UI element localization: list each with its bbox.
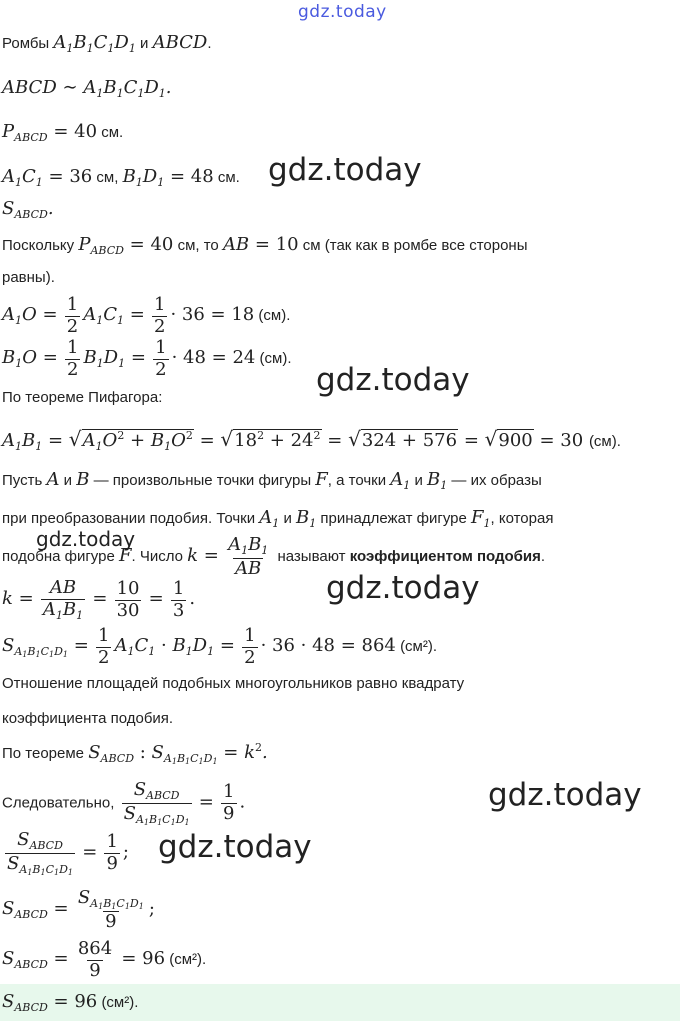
line-ratio-theorem-2: коэффициента подобия.	[2, 710, 174, 727]
watermark-1: gdz.today	[268, 152, 422, 188]
math-similar: ABCD ∼ $A_1B_1C_1D_1$.	[2, 77, 172, 100]
line-given-rhombi: Ромбы $A_1B_1C_1D_1$ и ABCD.	[2, 32, 212, 55]
line-area-expr: $S_{ABCD}$ = $\frac{S_{A_1B_1C_1D_1}}{9}$ ;	[2, 887, 155, 933]
line-transformation: при преобразовании подобия. Точки $A_1$ и $B_1$ принадлежат фигуре $F_1$, которая	[2, 507, 554, 530]
line-a1o: $A_1O$ = $\frac{1}{2}$ $A_1C_1$ = $\frac{1}{2}$ · 36 = 18 (см).	[2, 294, 291, 337]
line-area-small: $S_{A_1B_1C_1D_1}$ = $\frac{1}{2}$ $A_1C_1 \cdot B_1D_1$ = $\frac{1}{2}$ · 36 · 48 = 864 (см²).	[2, 625, 438, 668]
line-diagonals: $A_1C_1 = 36$ см, $B_1D_1 = 48$ см.	[2, 166, 240, 189]
line-therefore: Следовательно, $\frac{S_{ABCD}}{S_{A_1B_1C_1D_1}}$ = $\frac{1}{9}$ .	[2, 779, 246, 827]
line-find-area: $S_{ABCD}$.	[2, 198, 54, 221]
watermark-5: gdz.today	[488, 777, 642, 813]
text-rhombi: Ромбы	[2, 35, 50, 52]
line-ratio-theorem: Отношение площадей подобных многоугольников равно квадрату	[2, 675, 465, 692]
watermark-3: gdz.today	[36, 527, 136, 551]
watermark-4: gdz.today	[326, 570, 480, 606]
math-a1b1c1d1: $A_1B_1C_1D_1$	[53, 32, 136, 55]
text-and: и	[140, 35, 149, 52]
line-perimeter: $P_{ABCD} = 40$ см.	[2, 121, 124, 144]
watermark-2: gdz.today	[316, 362, 470, 398]
line-b1o: $B_1O$ = $\frac{1}{2}$ $B_1D_1$ = $\frac{1}{2}$ · 48 = 24 (см).	[2, 337, 292, 380]
line-side-calc: $A_1B_1 = √A_1O^2 + B_1O^2 = √18^2 + 24^2 = √324 + 576 = √900 = 30$ (см).	[2, 427, 621, 453]
line-by-theorem: По теореме $S_{ABCD}$ : $S_{A_1B_1C_1D_1} = k^2$.	[2, 741, 268, 766]
line-answer: $S_{ABCD} = 96$ (см²).	[2, 991, 139, 1014]
watermark-top: gdz.today	[298, 2, 387, 22]
line-let: Пусть A и B — произвольные точки фигуры F, а точки $A_1$ и $B_1$ — их образы	[2, 469, 542, 492]
line-pythagoras: По теореме Пифагора:	[2, 389, 163, 406]
line-area-calc: $S_{ABCD}$ = $\frac{864}{9}$ = 96 (см²).	[2, 938, 207, 981]
line-ratio-eq: $\frac{S_{ABCD}}{S_{A_1B_1C_1D_1}}$ = $\frac{1}{9}$ ;	[7, 829, 129, 877]
line-similarity	[2, 79, 172, 99]
watermark-6: gdz.today	[158, 829, 312, 865]
line-k-value: k = $\frac{AB}{A_1B_1}$ = $\frac{10}{30}$ = $\frac{1}{3}$ .	[2, 577, 196, 622]
math-abcd: ABCD	[152, 32, 208, 53]
line-since: Поскольку $P_{ABCD} = 40$ см, то AB = 10 см (так как в ромбе все стороны	[2, 234, 528, 257]
line-equal: равны).	[2, 269, 55, 286]
line-coefficient-def: подобна фигуре F. Число k = $\frac{A_1B_1}{AB}$ называют коэффициентом подобия.	[2, 534, 546, 579]
